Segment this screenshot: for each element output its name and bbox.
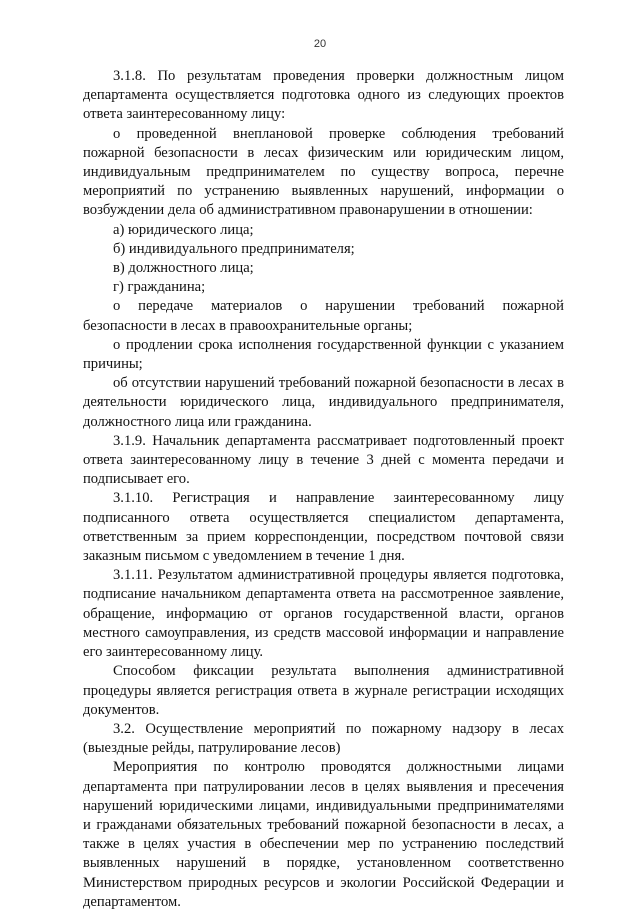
paragraph-extension: о продлении срока исполнения государственной функции с указанием причины; [83, 336, 564, 373]
paragraph-3-1-9: 3.1.9. Начальник департамента рассматривает подготовленный проект ответа заинтересованному лицу в течение 3 дней с момента передачи и подписывает его. [83, 432, 564, 488]
list-item-citizen: г) гражданина; [113, 279, 206, 296]
list-item-legal-entity: а) юридического лица; [113, 221, 254, 238]
paragraph-patrol-measures: Мероприятия по контролю проводятся должностными лицами департамента при патрулировании лесов в целях выявления и пресечения нарушений юридическими лицами, индивидуальными предпринимателями и гражданами обязательных требований пожарной безопасности в лесах, а также в целях участия в обеспечении мер по устранению последствий выявленных нарушений в порядке, установленном соответственно Министерством природных ресурсов и экологии Российской Федерации и департаментом. [83, 759, 564, 910]
list-item-official: в) должностного лица; [113, 260, 254, 277]
paragraph-3-1-8: 3.1.8. По результатам проведения проверки должностным лицом департамента осуществляется подготовка одного из следующих проектов ответа заинтересованному лицу: [83, 68, 564, 123]
paragraph-transfer-materials: о передаче материалов о нарушении требований пожарной безопасности в лесах в правоохранительные органы; [83, 298, 564, 334]
paragraph-no-violations: об отсутствии нарушений требований пожарной безопасности в лесах в деятельности юридического лица, индивидуального предпринимателя, должностного лица или гражданина. [83, 375, 564, 430]
page-number: 20 [313, 38, 327, 50]
paragraph-3-2-heading: 3.2. Осуществление мероприятий по пожарному надзору в лесах (выездные рейды, патрулирование лесов) [83, 720, 564, 757]
paragraph-inspection-result: о проведенной внеплановой проверке соблюдения требований пожарной безопасности в лесах физическим или юридическим лицом, индивидуальным предпринимателем по существу вопроса, перечне мероприятий по устранению выявленных нарушений, информации о возбуждении дела об административном правонарушении в отношении: [83, 125, 564, 219]
paragraph-3-1-10: 3.1.10. Регистрация и направление заинтересованному лицу подписанного ответа осуществляется специалистом департамента, ответственным за прием корреспонденции, посредством почтовой связи заказным письмом с уведомлением в течение 1 дня. [83, 490, 564, 565]
list-item-entrepreneur: б) индивидуального предпринимателя; [113, 240, 355, 257]
document-body [83, 67, 564, 912]
paragraph-3-1-11: 3.1.11. Результатом административной процедуры является подготовка, подписание начальником департамента ответа на рассмотренное заявление, обращение, информацию от органов государственной власти, органов местного самоуправления, из средств массовой информации и направление его заинтересованному лицу. [83, 567, 564, 661]
paragraph-fixation-method: Способом фиксации результата выполнения административной процедуры является регистрация ответа в журнале регистрации исходящих документов. [83, 663, 564, 718]
